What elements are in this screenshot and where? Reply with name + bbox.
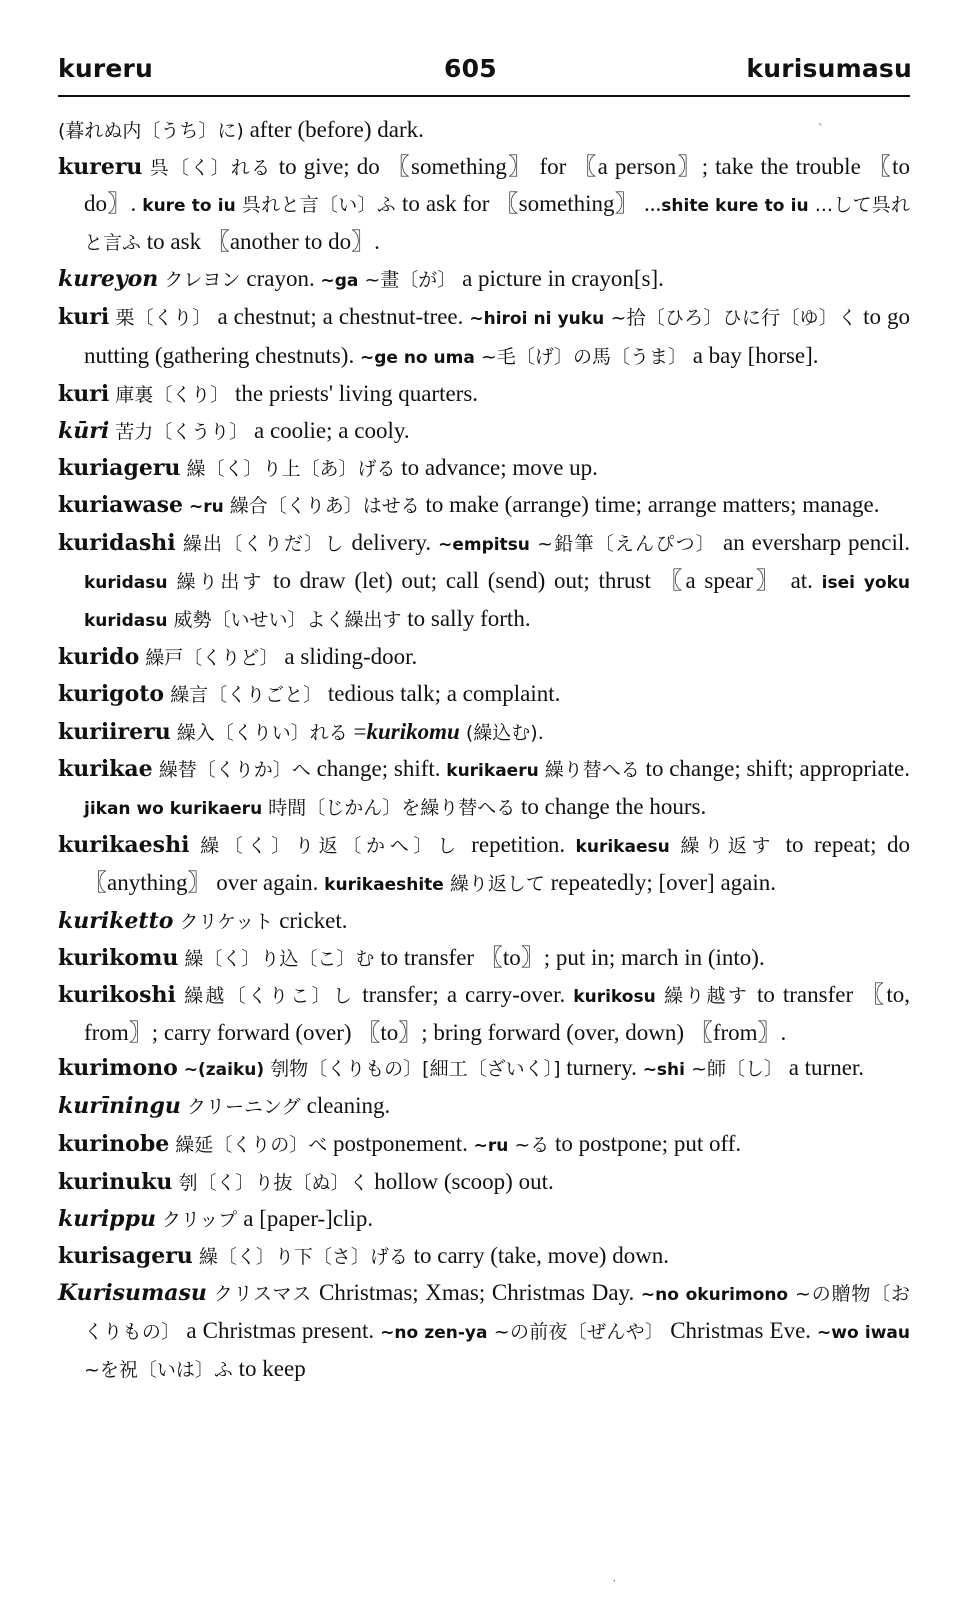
japanese-script: 繰り返して [443,872,545,895]
dictionary-entry [58,1238,910,1275]
japanese-script: ~畫〔が〕 [358,269,457,292]
headword: kuriawase [58,491,184,518]
definition-text: to change; shift; appropriate. [639,755,910,781]
dictionary-entry [58,676,910,713]
definition-text: turnery. [560,1055,643,1081]
japanese-script: 繰〔く〕り上〔あ〕げる [180,457,396,480]
japanese-script: 繰り出す [167,571,265,594]
japanese-script: クリップ [155,1208,244,1231]
japanese-script: 繰言〔くりごと〕 [164,684,323,707]
headword: kurimono [58,1055,178,1082]
definition-text: a chestnut; a chestnut-tree. [211,304,470,330]
subentry-romaji: ~wo iwau [817,1323,910,1343]
japanese-script: ~る [508,1133,550,1156]
japanese-script: 繰出〔くりだ〕し [175,533,345,556]
dictionary-entry [58,525,910,639]
subentry-romaji: ~ge no uma [359,347,475,368]
subentry-romaji: ~shi [642,1060,685,1081]
japanese-script: 繰延〔くりの〕べ [169,1133,328,1156]
japanese-script: 刳物〔くりもの〕[細工〔ざいく〕] [264,1058,561,1081]
headword: kurigoto [58,681,165,708]
subentry-romaji: kurikaesu [575,836,670,857]
headword: kurikaeshi [58,831,190,858]
japanese-script: 繰戸〔くりど〕 [139,647,279,670]
japanese-script: ~毛〔げ〕の馬〔うま〕 [474,345,687,368]
japanese-script: ~の前夜〔ぜんや〕 [487,1321,665,1343]
dictionary-entry [58,376,910,413]
dictionary-entry [58,1050,910,1088]
definition-text: to give; do 〖something〗 for 〖a person〗; take the trouble 〖to do〗. [84,154,910,217]
japanese-script: 繰り替へる [538,758,640,781]
definition-text: to transfer 〖to, from〗; carry forward (over) 〖to〗; bring forward (over, down) 〖from〗. [84,982,911,1046]
headword: kurido [58,644,140,671]
japanese-script: ...して呉れと言ふ [84,194,910,255]
japanese-script: クリーニング [180,1096,307,1119]
dictionary-entry [58,1201,910,1238]
japanese-script: 繰〔く〕り下〔さ〕げる [192,1245,408,1268]
dictionary-entry [58,413,910,450]
definition-text: to go nutting (gathering chestnuts). [84,304,911,368]
dictionary-entry [58,1275,910,1388]
definition-text: to sally forth. [401,606,531,632]
definition-text: cleaning. [306,1093,391,1119]
definition-text: to advance; move up. [395,454,598,480]
dictionary-entry [58,1088,910,1125]
definition-text: Christmas; Xmas; Christmas Day. [318,1279,641,1305]
header-rule [58,95,910,97]
headword: kuri [58,304,110,331]
dictionary-entry [58,903,910,940]
japanese-script: 庫裏〔くり〕 [109,383,230,406]
japanese-script: 栗〔くり〕 [109,307,212,330]
japanese-script: 繰り返す [669,834,776,857]
japanese-script: 繰越〔くりこ〕し [175,985,355,1008]
dictionary-entry [58,751,910,827]
subentry-romaji: kurikaeshite [324,874,444,895]
definition-text: postponement. [327,1130,474,1156]
subentry-romaji: shite kure to iu [661,196,809,217]
japanese-script: ~を祝〔いは〕ふ [84,1359,233,1382]
subentry-romaji: ~hiroi ni yuku [469,309,605,330]
definition-text: a Christmas present. [180,1318,381,1343]
headword: kurinuku [58,1168,173,1195]
japanese-script: クリスマス [206,1282,319,1305]
subentry-romaji: kure to iu [142,196,236,217]
definition-text: to draw (let) out; call (send) out; thrust 〖a spear〗 at. [264,568,822,594]
dictionary-entry [58,639,910,676]
headword-foreign: Kurisumasu [58,1279,207,1306]
cross-reference: kurikomu [366,718,460,744]
dictionary-entry [58,977,910,1050]
definition-text: repetition. [460,831,576,857]
definition-text: a [paper-]clip. [243,1205,374,1231]
subentry-romaji: ~ga [320,271,359,292]
subentry-romaji: ~no zen-ya [380,1323,488,1343]
headword-foreign: kurippu [58,1205,156,1232]
definition-text: to ask for 〖something〗 ... [396,191,662,217]
japanese-script: 繰〔く〕り返〔かへ〕し [189,834,461,857]
headword: kuri [58,380,110,407]
definition-text: transfer; a carry-over. [354,982,574,1008]
japanese-script: クリケット [173,910,280,933]
definition-text: change; shift. [310,755,447,781]
definition-text: = [347,718,367,744]
definition-text: to repeat; do 〖anything〗 over again. [84,831,910,895]
definition-text: cricket. [279,907,348,933]
definition-text: Christmas Eve. [664,1318,818,1343]
dictionary-entry [58,450,910,487]
definition-text: to keep [232,1356,306,1382]
japanese-script: ~の贈物〔おくりもの〕 [84,1282,911,1343]
dictionary-entry [58,487,910,525]
japanese-script: 繰替〔くりか〕へ [152,758,311,781]
headword: kureru [58,154,143,181]
print-mark: ` [818,122,823,137]
definition-text: delivery. [344,530,439,556]
japanese-script: 威勢〔いせい〕よく繰出す [167,609,402,632]
headword: kuriireru [58,718,171,745]
definition-text: after (before) dark. [243,117,424,142]
subentry-romaji: isei yoku kuridasu [84,573,911,632]
entry-continuation [58,112,910,149]
definition-text: a sliding-door. [278,644,418,670]
running-head-right: kurisumasu [746,54,912,83]
subentry-romaji: ~empitsu [438,535,530,556]
headword-foreign: kuriketto [58,907,174,934]
entry-list [58,112,910,1388]
japanese-script: 時間〔じかん〕を繰り替へる [262,796,516,819]
headword: kuriageru [58,454,181,481]
subentry-romaji: ~ru [473,1135,509,1156]
headword-foreign: kureyon [58,266,159,293]
definition-text: hollow (scoop) out. [368,1168,554,1194]
definition-text: the priests' living quarters. [229,380,479,406]
dictionary-entry [58,261,910,299]
japanese-script: ~師〔し〕 [684,1058,783,1081]
japanese-script: 刳〔く〕り抜〔ぬ〕く [172,1171,369,1194]
japanese-script: ~拾〔ひろ〕ひに行〔ゆ〕く [604,307,858,330]
definition-text: a picture in crayon[s]. [456,266,664,292]
headword: kuridashi [58,530,176,557]
japanese-script: クレヨン [158,269,247,292]
definition-text: to ask 〖another to do〗. [141,229,380,255]
definition-text: to carry (take, move) down. [407,1242,670,1268]
page-number: 605 [444,54,497,83]
definition-text: an eversharp pencil. [716,530,910,556]
definition-text: tedious talk; a complaint. [322,681,561,707]
headword-foreign: kurīningu [58,1093,181,1120]
definition-text: a coolie; a cooly. [248,417,410,443]
subentry-romaji: kurikosu [573,987,656,1008]
headword: kurikomu [58,945,179,972]
definition-text: crayon. [246,266,321,292]
print-speck: ˙ [612,1578,617,1593]
definition-text: to change the hours. [515,793,707,819]
japanese-script: 呉〔く〕れる [142,157,279,180]
subentry-romaji: ~no okurimono [640,1284,789,1305]
headword: kurinobe [58,1130,170,1157]
japanese-script: 繰入〔くりい〕れる [170,721,348,744]
dictionary-entry [58,940,910,977]
japanese-script: 繰合〔くりあ〕はせる [223,494,420,517]
headword: kurikae [58,755,153,782]
dictionary-entry [58,827,910,903]
japanese-script: 繰り越す [655,985,749,1008]
definition-text: to postpone; put off. [549,1130,742,1156]
headword: kurisageru [58,1242,193,1269]
dictionary-entry [58,299,910,375]
running-head-left: kureru [58,54,154,83]
definition-text: a turner. [782,1055,865,1081]
japanese-script: 苦力〔くうり〕 [109,420,249,443]
definition-text: to make (arrange) time; arrange matters; manage. [419,491,880,517]
dictionary-entry [58,714,910,751]
subentry-romaji: jikan wo kurikaeru [84,798,263,819]
headword-foreign: kūri [58,417,110,444]
definition-text: to transfer 〖to〗; put in; march in (into). [374,945,765,971]
japanese-script: 繰〔く〕り込〔こ〕む [178,948,375,971]
japanese-script: (繰込む). [459,721,544,744]
dictionary-entry [58,1126,910,1164]
headword: kurikoshi [58,982,176,1009]
dictionary-entry [58,149,910,261]
japanese-script: (暮れぬ内〔うち〕に) [58,120,244,142]
subentry-romaji: kurikaeru [446,760,539,781]
japanese-script: ~鉛筆〔えんぴつ〕 [529,533,717,556]
subentry-romaji: kuridasu [84,573,168,594]
definition-text: repeatedly; [over] again. [544,869,777,895]
definition-text: a bay [horse]. [686,342,819,368]
dictionary-entry [58,1164,910,1201]
subentry-romaji: ~ru [183,496,224,517]
japanese-script: 呉れと言〔い〕ふ [235,194,397,217]
subentry-romaji: ~(zaiku) [177,1060,265,1081]
